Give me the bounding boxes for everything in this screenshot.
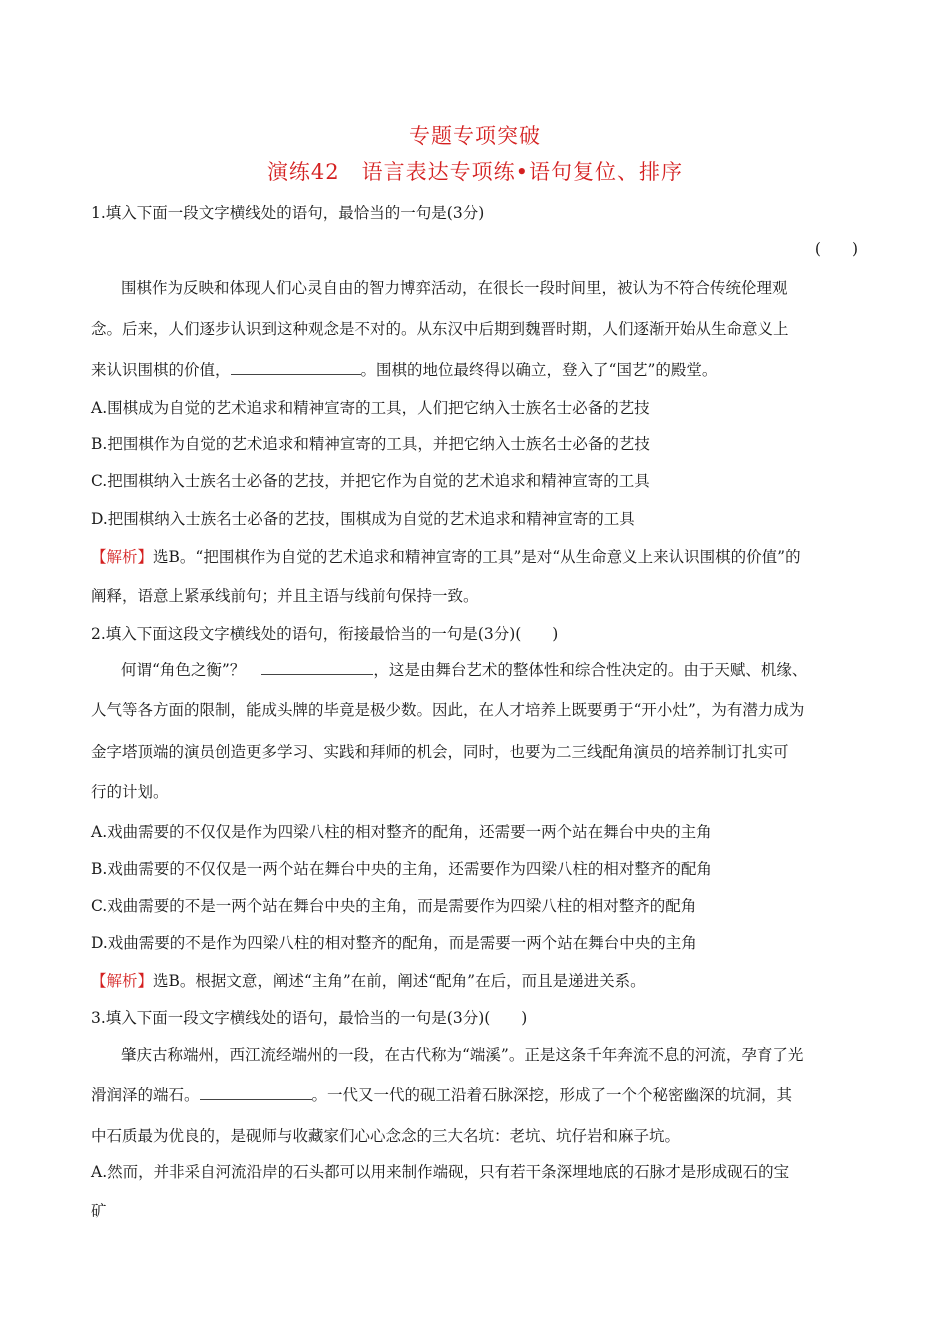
q1-analysis-text: 选B。“把围棋作为自觉的艺术追求和精神宣寄的工具”是对“从生命意义上来认识围棋的价值”的 xyxy=(153,548,801,566)
q2-passage-text: 何谓“角色之衡”？ xyxy=(121,661,246,679)
q2-analysis xyxy=(91,969,866,991)
q3-passage-line xyxy=(91,1083,866,1105)
q3-passage-text: 滑润泽的端石。 xyxy=(91,1086,200,1104)
q2-option-b: B.戏曲需要的不仅仅是一两个站在舞台中央的主角，还需要作为四梁八柱的相对整齐的配角 xyxy=(91,860,712,878)
q1-passage-text: 。围棋的地位最终得以确立，登入了“国艺”的殿堂。 xyxy=(360,361,718,379)
q1-passage-line xyxy=(91,358,866,380)
q2-option-a: A.戏曲需要的不仅仅是作为四梁八柱的相对整齐的配角，还需要一两个站在舞台中央的主角 xyxy=(91,823,712,841)
document-subtitle: 演练42 语言表达专项练•语句复位、排序 xyxy=(266,160,684,184)
q3-passage-line: 中石质最为优良的，是砚师与收藏家们心心念念的三大名坑：老坑、坑仔岩和麻子坑。 xyxy=(91,1127,681,1145)
q1-passage-line: 围棋作为反映和体现人们心灵自由的智力博弈活动，在很长一段时间里，被认为不符合传统伦理观 xyxy=(121,279,788,297)
q3-passage-line: 肇庆古称端州，西江流经端州的一段，在古代称为“端溪”。正是这条千年奔流不息的河流，孕育了光 xyxy=(121,1046,804,1064)
q1-passage-line: 念。后来，人们逐步认识到这种观念是不对的。从东汉中后期到魏晋时期，人们逐渐开始从生命意义上 xyxy=(91,320,789,338)
q1-analysis-label: 【解析】 xyxy=(91,548,154,566)
q1-answer-bracket: ( ) xyxy=(814,240,858,258)
q1-stem: 1.填入下面一段文字横线处的语句，最恰当的一句是(3分) xyxy=(91,204,485,222)
q1-option-b: B.把围棋作为自觉的艺术追求和精神宣寄的工具，并把它纳入士族名士必备的艺技 xyxy=(91,435,650,453)
q2-passage-line: 人气等各方面的限制，能成头牌的毕竟是极少数。因此，在人才培养上既要勇于“开小灶”，为有潜力成为 xyxy=(91,701,805,719)
q2-passage-text: ，这是由舞台艺术的整体性和综合性决定的。由于天赋、机缘、 xyxy=(373,661,808,679)
q3-passage-text: 。一代又一代的砚工沿着石脉深挖，形成了一个个秘密幽深的坑洞，其 xyxy=(311,1086,793,1104)
q1-answer-blank xyxy=(231,358,361,375)
q2-analysis-text: 选B。根据文意，阐述“主角”在前，阐述“配角”在后，而且是递进关系。 xyxy=(153,972,646,990)
q3-stem: 3.填入下面一段文字横线处的语句，最恰当的一句是(3分)( ) xyxy=(91,1009,528,1027)
q1-passage-text: 来认识围棋的价值， xyxy=(91,361,231,379)
q2-passage-line xyxy=(121,658,866,680)
q2-option-d: D.戏曲需要的不是作为四梁八柱的相对整齐的配角，而是需要一两个站在舞台中央的主角 xyxy=(91,934,697,952)
q2-analysis-label: 【解析】 xyxy=(91,972,154,990)
q1-option-a: A.围棋成为自觉的艺术追求和精神宣寄的工具，人们把它纳入士族名士必备的艺技 xyxy=(91,399,650,417)
q2-passage-line: 行的计划。 xyxy=(91,783,169,801)
q2-option-c: C.戏曲需要的不是一两个站在舞台中央的主角，而是需要作为四梁八柱的相对整齐的配角 xyxy=(91,897,697,915)
q2-stem: 2.填入下面这段文字横线处的语句，衔接最恰当的一句是(3分)( ) xyxy=(91,625,559,643)
q3-option-a: A.然而，并非采自河流沿岸的石头都可以用来制作端砚，只有若干条深埋地底的石脉才是形成砚石的宝 xyxy=(91,1163,790,1181)
q1-analysis-line: 阐释，语意上紧承线前句；并且主语与线前句保持一致。 xyxy=(91,587,479,605)
q1-analysis xyxy=(91,545,866,567)
q2-passage-line: 金字塔顶端的演员创造更多学习、实践和拜师的机会，同时，也要为二三线配角演员的培养制订扎实可 xyxy=(91,743,789,761)
q1-option-d: D.把围棋纳入士族名士必备的艺技，围棋成为自觉的艺术追求和精神宣寄的工具 xyxy=(91,510,635,528)
q3-option-a-continued: 矿 xyxy=(91,1202,107,1220)
q1-option-c: C.把围棋纳入士族名士必备的艺技，并把它作为自觉的艺术追求和精神宣寄的工具 xyxy=(91,472,650,490)
q3-answer-blank xyxy=(200,1083,312,1100)
q2-answer-blank xyxy=(261,658,373,675)
document-title: 专题专项突破 xyxy=(409,124,541,148)
